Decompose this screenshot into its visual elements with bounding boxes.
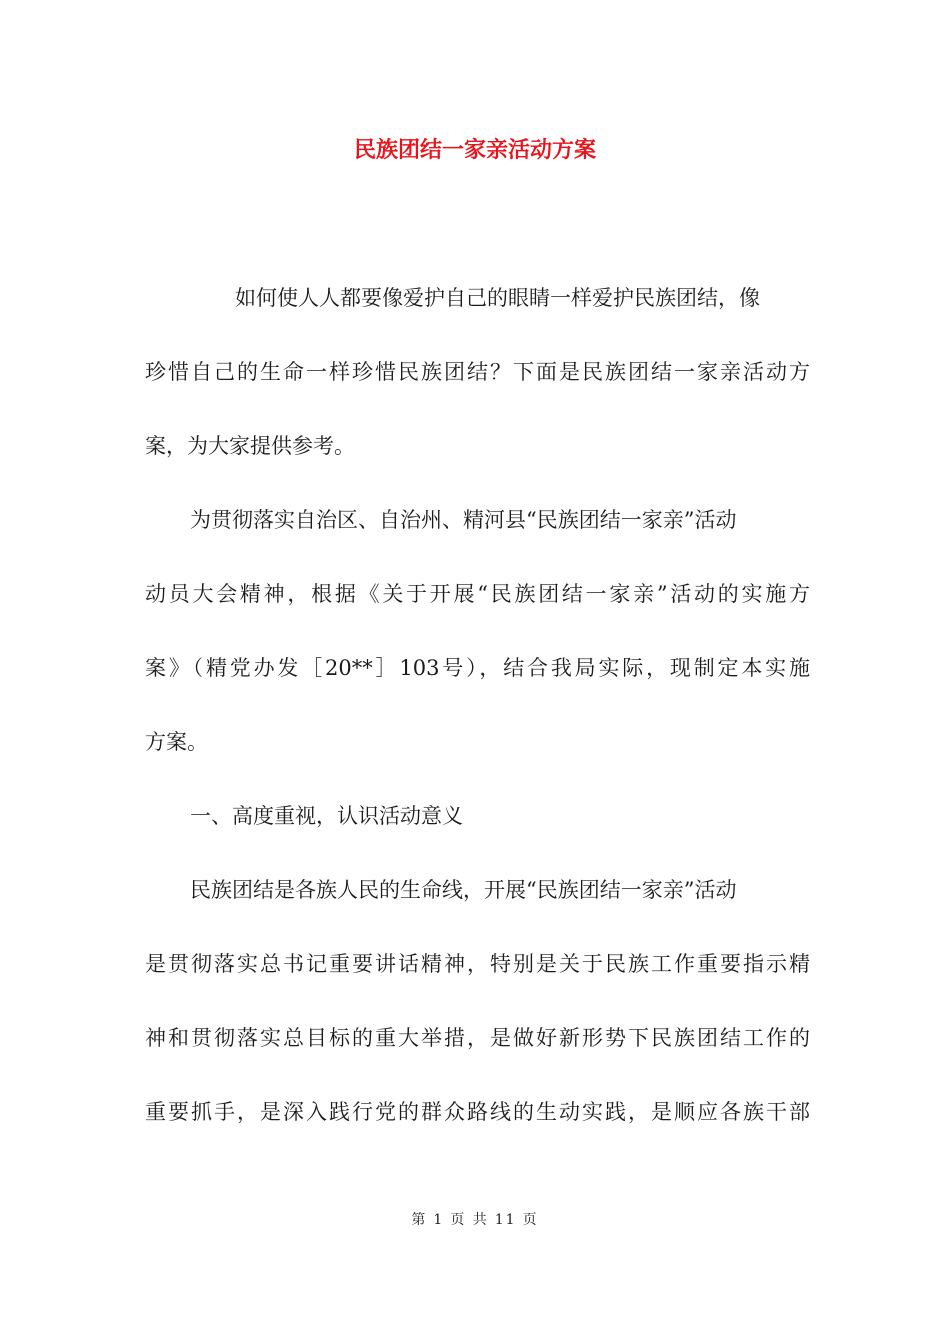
document-body [145, 276, 810, 1164]
total-pages-number: 11 [494, 1212, 517, 1228]
page-number-footer [0, 1209, 950, 1229]
paragraph-line: 案》（精党办发［20**］103号），结合我局实际，现制定本实施 [145, 656, 810, 680]
paragraph-line: 动员大会精神，根据《关于开展“民族团结一家亲”活动的实施方 [145, 582, 810, 606]
paragraph-line: 案，为大家提供参考。 [145, 434, 355, 458]
footer-suffix: 页 [522, 1212, 539, 1228]
section-heading: 一、高度重视，认识活动意义 [190, 804, 463, 828]
paragraph-line: 是贯彻落实总书记重要讲话精神，特别是关于民族工作重要指示精 [145, 952, 810, 976]
paragraph-line: 方案。 [145, 730, 208, 754]
paragraph-line: 神和贯彻落实总目标的重大举措，是做好新形势下民族团结工作的 [145, 1026, 810, 1050]
paragraph-line: 为贯彻落实自治区、自治州、精河县“民族团结一家亲”活动 [190, 508, 737, 532]
paragraph-line: 重要抓手，是深入践行党的群众路线的生动实践，是顺应各族干部 [145, 1100, 810, 1124]
paragraph-line: 民族团结是各族人民的生命线，开展“民族团结一家亲”活动 [190, 878, 737, 902]
paragraph-line: 如何使人人都要像爱护自己的眼睛一样爱护民族团结，像 [235, 286, 760, 310]
current-page-number: 1 [433, 1212, 445, 1228]
document-title: 民族团结一家亲活动方案 [353, 138, 596, 163]
footer-mid: 页 共 [450, 1212, 489, 1228]
footer-prefix: 第 [411, 1212, 428, 1228]
paragraph-line: 珍惜自己的生命一样珍惜民族团结？下面是民族团结一家亲活动方 [145, 360, 810, 384]
